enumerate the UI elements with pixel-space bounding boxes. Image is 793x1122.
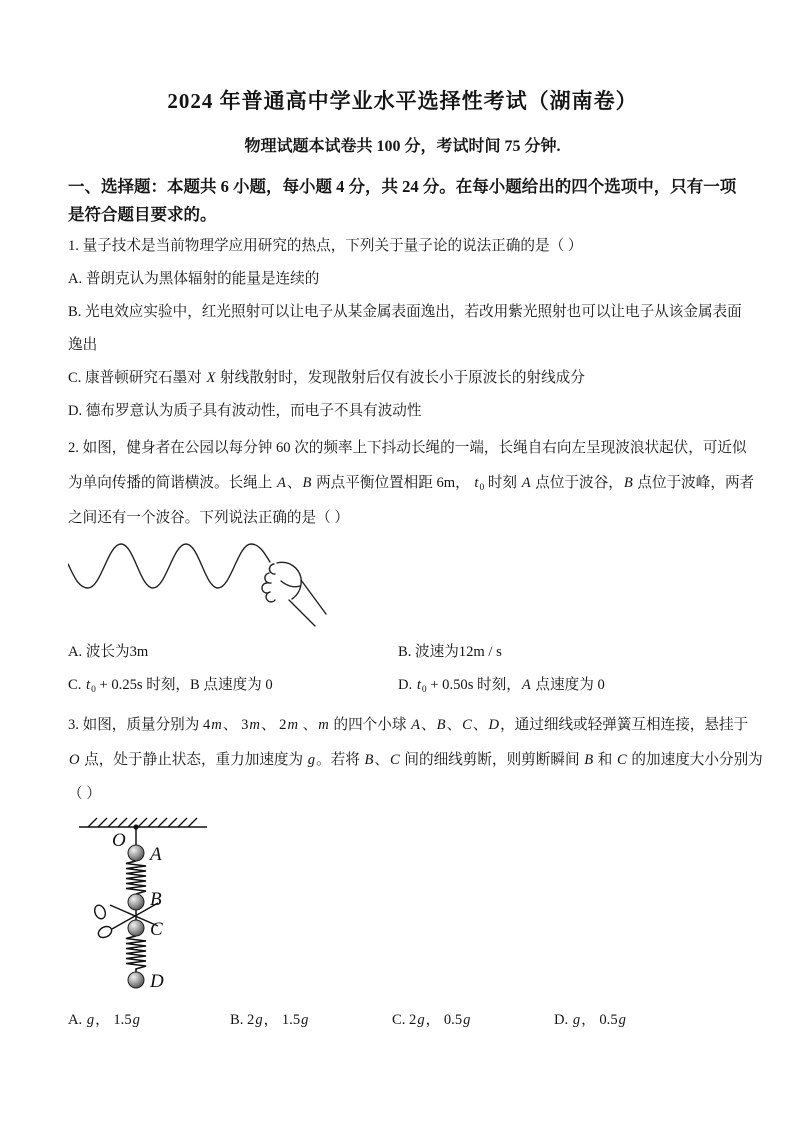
question-3-option-a: A. g， 1.5g [68, 1012, 140, 1028]
label-D: D [150, 971, 164, 992]
question-1-stem: 1. 量子技术是当前物理学应用研究的热点，下列关于量子论的说法正确的是（ ） [68, 238, 583, 254]
label-A: A [150, 844, 162, 865]
question-2-stem-line2: 为单向传播的简谐横波。长绳上 A、B 两点平衡位置相距 6m， $t_0$ 时刻 A 点位于波谷，B 点位于波峰，两者 [68, 475, 755, 493]
question-3-option-b: B. 2g， 1.5g [230, 1012, 309, 1028]
wave-figure-svg [68, 538, 330, 632]
question-3 [68, 708, 763, 1037]
question-2-stem-line1: 2. 如图，健身者在公园以每分钟 60 次的频率上下抖动长绳的一端，长绳自右向左呈现波浪状起伏，可近似 [68, 440, 747, 456]
question-2-options-row1 [68, 636, 737, 669]
question-1-option-d: D. 德布罗意认为质子具有波动性，而电子不具有波动性 [68, 403, 422, 419]
section-heading-line2: 是符合题目要求的。 [68, 205, 217, 224]
spring-C-D [126, 936, 146, 972]
hand-icon [262, 562, 326, 626]
ball-D [128, 972, 144, 988]
ceiling [79, 818, 207, 830]
question-2-options-row2 [68, 669, 737, 702]
question-3-option-d: D. g， 0.5g [554, 1012, 626, 1028]
section-heading [68, 173, 737, 229]
question-3-options-row [68, 1004, 737, 1037]
question-1-option-b-line2: 逸出 [68, 337, 98, 353]
ball-A [128, 845, 144, 861]
question-2-option-b: B. 波速为12m / s [398, 644, 502, 660]
balls-spring-figure-svg [74, 815, 224, 998]
question-1-option-b-line1: B. 光电效应实验中，红光照射可以让电子从某金属表面逸出，若改用紫光照射也可以让电子从该金属表面 [68, 304, 742, 320]
scissors-icon [93, 903, 158, 940]
balls-spring-figure [74, 815, 737, 998]
question-2-option-d: D. $t_0 + 0.50s$ 时刻，A 点速度为 0 [398, 677, 605, 695]
question-3-stem-line2: O 点，处于静止状态，重力加速度为 g。若将 B、C 间的细线剪断，则剪断瞬间 B 和 C 的加速度大小分别为 [69, 752, 763, 768]
section-heading-line1: 一、选择题：本题共 6 小题，每小题 4 分，共 24 分。在每小题给出的四个选项中，只有一项 [68, 177, 737, 196]
exam-subtitle: 物理试题本试卷共 100 分，考试时间 75 分钟. [244, 138, 561, 155]
ceiling-hatching [88, 818, 197, 827]
exam-title: 2024 年普通高中学业水平选择性考试（湖南卷） [167, 89, 638, 113]
label-B: B [150, 889, 162, 910]
question-2-option-a: A. 波长为3m [68, 644, 149, 660]
question-2-option-c: C. $t_0 + 0.25s$ 时刻，B 点速度为 0 [68, 677, 273, 695]
question-1 [68, 230, 742, 428]
wave-figure [68, 538, 737, 632]
question-3-stem-line1: 3. 如图，质量分别为 4m、 3m、 2m 、m 的四个小球 A、B、C、D，通过细线或轻弹簧互相连接，悬挂于 [68, 717, 749, 733]
question-2 [68, 431, 755, 702]
question-2-stem-line3: 之间还有一个波谷。下列说法正确的是（ ） [68, 510, 349, 526]
label-C: C [150, 919, 163, 940]
rope-wave-curve [68, 544, 270, 588]
question-3-stem-line3: （ ） [68, 786, 101, 802]
ball-C [128, 920, 144, 936]
ball-B [128, 894, 144, 910]
label-O: O [112, 830, 126, 851]
question-1-option-c: C. 康普顿研究石墨对 X 射线散射时，发现散射后仅有波长小于原波长的射线成分 [68, 370, 585, 386]
question-1-option-a: A. 普朗克认为黑体辐射的能量是连续的 [68, 271, 320, 287]
spring-A-B [126, 861, 146, 894]
question-3-option-c: C. 2g， 0.5g [392, 1012, 471, 1028]
